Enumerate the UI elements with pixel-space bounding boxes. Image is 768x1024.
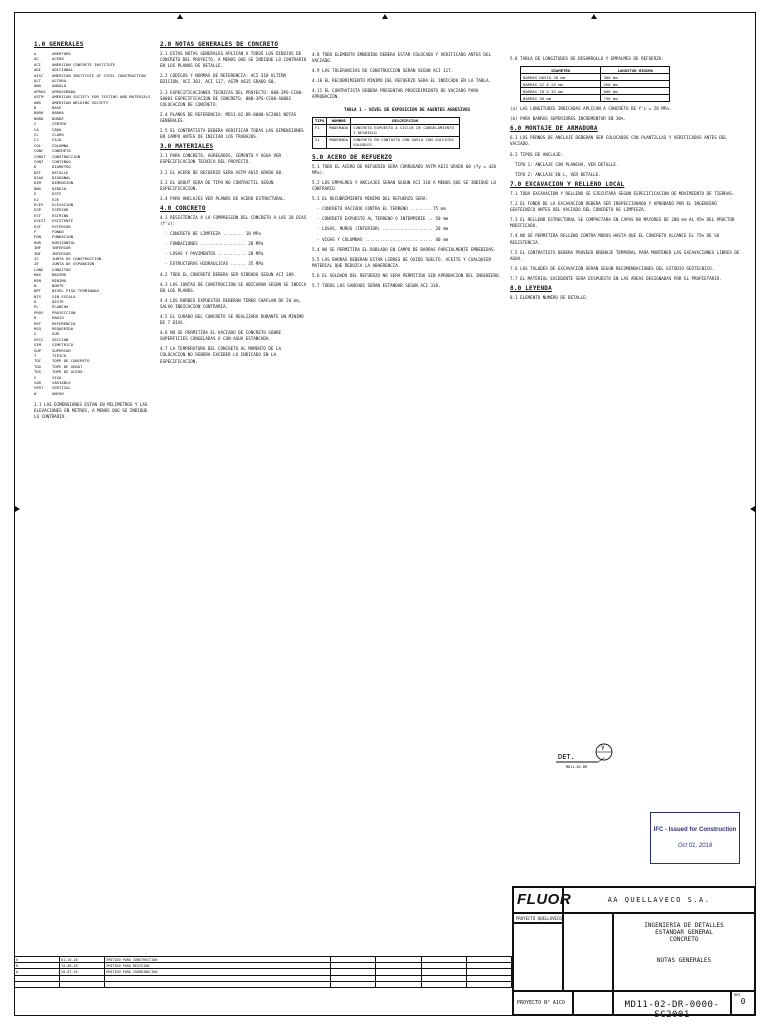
table-cell: MODERADA bbox=[327, 124, 351, 136]
note-paragraph: 3.1 PARA CONCRETO, AGREGADOS, CEMENTO Y AGUA VER ESPECIFICACION TECNICA DEL PROYECTO. bbox=[160, 153, 284, 165]
exposure-table-block bbox=[312, 107, 502, 149]
note-paragraph: 4.7 LA TEMPERATURA DEL CONCRETO AL MOMENTO DE LA COLOCACION NO DEBERA EXCEDER LO INDICADO EN LA ESPECIFICACION. bbox=[160, 346, 284, 364]
abbreviation-meaning: PLANCHA bbox=[52, 304, 69, 310]
abbreviation-meaning: ESTRIBO bbox=[52, 212, 69, 218]
revision-label: REV bbox=[734, 993, 741, 997]
abbreviation-meaning: CONSTRUCCION bbox=[52, 153, 81, 159]
abbreviation-key: NPT bbox=[34, 288, 42, 294]
fluor-logo: FLUOR bbox=[517, 891, 572, 908]
concreto-list bbox=[160, 215, 308, 365]
abbreviation-meaning: JUNTA DE CONSTRUCCION bbox=[52, 255, 102, 261]
seal-cell bbox=[573, 991, 613, 1015]
revision-cell bbox=[376, 981, 421, 987]
revision-cell bbox=[105, 981, 331, 987]
abbreviation-key: ANG bbox=[34, 83, 42, 89]
abbreviation-key: INF bbox=[34, 245, 42, 251]
abbreviation-meaning: DIBUJO bbox=[52, 185, 67, 191]
note-paragraph: 7.1 TODA EXCAVACION Y RELLENO SE EJECUTARA SEGUN ESPECIFICACION DE MOVIMIENTO DE TIERRAS. bbox=[510, 190, 735, 196]
note-paragraph: (a) LAS LONGITUDES INDICADAS APLICAN A CONCRETO DE f'c = 28 MPa. bbox=[510, 106, 672, 112]
abbreviation-key: R bbox=[34, 315, 37, 321]
abbreviation-key: CONT bbox=[34, 158, 44, 164]
abbreviation-meaning: SIN ESCALA bbox=[52, 293, 76, 299]
revision-cell: 20-07-18 bbox=[60, 969, 105, 975]
frame-tick-top-right bbox=[591, 14, 597, 19]
abbreviation-key: ALT bbox=[34, 78, 42, 84]
abbreviation-meaning: ABERTURA bbox=[52, 51, 71, 57]
abbreviation-key: AC bbox=[34, 56, 39, 62]
table-cell: 750 mm bbox=[601, 95, 670, 102]
abbreviation-meaning: BASE bbox=[52, 105, 62, 110]
table-row bbox=[313, 136, 460, 148]
rebar-table bbox=[520, 66, 670, 102]
abbreviation-meaning: NORTE bbox=[52, 282, 64, 288]
section-title-leyenda: 8.0 LEYENDA bbox=[510, 284, 552, 292]
abbreviation-key: S bbox=[34, 331, 37, 337]
table-cell: BARRAS 22 A 25 mm bbox=[521, 81, 601, 88]
table-cell: 600 mm bbox=[601, 88, 670, 95]
abbreviation-key: O bbox=[34, 299, 37, 305]
note-paragraph: 3.3 EL GROUT SERA DE TIPO NO CONTRACTIL SEGUN ESPECIFICACION. bbox=[160, 179, 276, 191]
abbreviation-key: BORD bbox=[34, 115, 44, 121]
abbreviation-meaning: FONDO bbox=[52, 228, 64, 234]
note-paragraph: 5.6 EL SOLDADO DEL REFUERZO NO SERA PERMITIDO SIN APROBACION DEL INGENIERO. bbox=[312, 272, 502, 278]
client-name: AA QUELLAVECO S.A. bbox=[607, 896, 711, 904]
abbreviation-meaning: EXTERIOR bbox=[52, 223, 71, 229]
table-row bbox=[313, 124, 460, 136]
abbreviation-key: VERT bbox=[34, 385, 44, 391]
section-title-notas-concreto: 2.0 NOTAS GENERALES DE CONCRETO bbox=[160, 41, 279, 48]
table-header-cell: LONGITUD MINIMA bbox=[601, 67, 670, 74]
title-line-2: ESTANDAR GENERAL bbox=[655, 929, 713, 936]
abbreviation-meaning: DIMENSION bbox=[52, 180, 74, 186]
drawing-number-cell bbox=[613, 991, 731, 1020]
abbreviation-key: DWG bbox=[34, 185, 42, 191]
abbreviation-meaning: ESTE bbox=[52, 191, 62, 197]
section-title-generales: 1.0 GENERALES bbox=[34, 41, 84, 48]
abbreviation-meaning: COLUMNA bbox=[52, 142, 69, 148]
abbreviation-key: ADI bbox=[34, 67, 42, 73]
rebar-table-intro: 5.8 TABLA DE LONGITUDES DE DESARROLLO Y EMPALMES DE REFUERZO: bbox=[510, 56, 664, 61]
abbreviation-meaning: ANCHO bbox=[52, 390, 64, 396]
note-paragraph: 4.11 EL CONTRATISTA DEBERA PRESENTAR PROCEDIMIENTO DE VACIADO PARA APROBACION. bbox=[312, 88, 481, 100]
column-generales bbox=[34, 38, 152, 908]
revision-cell bbox=[60, 981, 105, 987]
abbreviation-key: CONST bbox=[34, 153, 46, 159]
abbreviation-meaning: EXISTENTE bbox=[52, 218, 74, 224]
abbreviation-meaning: DIAMETRO bbox=[52, 164, 71, 170]
title-block bbox=[512, 886, 756, 1020]
column-montaje bbox=[510, 56, 742, 736]
column-acero bbox=[312, 52, 502, 912]
table-cell: MODERADA bbox=[327, 136, 351, 148]
abbreviation-meaning: ACERO bbox=[52, 56, 64, 62]
abbreviation-row bbox=[34, 391, 152, 396]
abbreviation-meaning: NIVEL PISO TERMINADO bbox=[52, 288, 99, 294]
abbreviation-meaning: TOPE DE ACERO bbox=[52, 369, 83, 375]
abbreviation-meaning: VIGA bbox=[52, 374, 62, 380]
note-paragraph: - LOSAS Y PAVIMENTOS ........... 28 MPa bbox=[160, 251, 264, 257]
note-paragraph: 4.6 NO SE PERMITIRA EL VACIADO DE CONCRETO SOBRE SUPERFICIES CONGELADAS O CON AGUA ESTANCADA. bbox=[160, 330, 284, 342]
table-header-cell: DIAMETRO bbox=[521, 67, 601, 74]
abbreviation-key: N bbox=[34, 282, 37, 288]
note-paragraph: 4.2 TODO EL CONCRETO DEBERA SER VIBRADO SEGUN ACI 309. bbox=[160, 271, 297, 277]
note-paragraph: - CONCRETO DE LIMPIEZA ........ 10 MPa bbox=[160, 231, 261, 237]
table-cell: BARRAS HASTA 20 mm bbox=[521, 74, 601, 81]
project-short-name: PROYECTO QUELLAVECO bbox=[516, 916, 562, 921]
generales-note: 1.1 LAS DIMENSIONES ESTAN EN MILIMETROS Y LAS ELEVACIONES EN METROS, A MENOS QUE SE INDIQUE LO CONTRARIO. bbox=[34, 402, 150, 420]
abbreviation-key: PL bbox=[34, 304, 39, 310]
abbreviation-meaning: ELEVACION bbox=[52, 202, 74, 208]
approvals-cell bbox=[563, 913, 613, 991]
abbreviation-key: CJ bbox=[34, 137, 39, 143]
abbreviation-key: EST bbox=[34, 212, 42, 218]
note-paragraph: - FUNDACIONES .................. 28 MPa bbox=[160, 241, 264, 247]
note-paragraph: 4.9 LAS TOLERANCIAS DE CONSTRUCCION SERAN SEGUN ACI 117. bbox=[312, 68, 454, 74]
table-row bbox=[521, 81, 670, 88]
table-header-row bbox=[521, 67, 670, 74]
note-paragraph: - CONCRETO EXPUESTO AL TERRENO O INTEMPERIE .. 50 mm bbox=[312, 216, 449, 222]
client-cell bbox=[563, 887, 755, 913]
abbreviation-meaning: INTERIOR bbox=[52, 250, 71, 256]
abbreviation-meaning: TOPE DE GROUT bbox=[52, 363, 83, 369]
abbreviation-meaning: HORIZONTAL bbox=[52, 239, 76, 245]
abbreviation-meaning: ADICIONAL bbox=[52, 67, 74, 73]
abbreviation-key: SUP bbox=[34, 347, 42, 353]
revision-cell: 0 bbox=[15, 957, 60, 963]
note-paragraph: TIPO 2: ANCLAJE EN L, VER DETALLE. bbox=[510, 171, 601, 177]
note-paragraph: 7.5 EL CONTRATISTA DEBERA PROVEER DRENAJE TEMPORAL PARA MANTENER LAS EXCAVACIONES LIBRES DE AGUA. bbox=[510, 249, 742, 261]
table-cell: CONCRETO EN CONTACTO CON SUELO CON SULFATOS SOLUBLES bbox=[351, 136, 460, 148]
table-row bbox=[521, 95, 670, 102]
exposure-table-title: TABLA 1 - NIVEL DE EXPOSICION DE AGENTES AGRESIVOS bbox=[343, 106, 471, 112]
abbreviation-meaning: VARIABLE bbox=[52, 379, 71, 385]
abbreviation-key: TOG bbox=[34, 363, 42, 369]
note-paragraph: - VIGAS Y COLUMNAS ........................... 40 mm bbox=[312, 236, 449, 242]
revision-cell: 15-08-18 bbox=[60, 963, 105, 969]
note-paragraph: 4.1 RESISTENCIA A LA COMPRESION DEL CONCRETO A LOS 28 DIAS (f'c): bbox=[160, 214, 309, 227]
abbreviation-key: REF bbox=[34, 320, 42, 326]
note-paragraph: 2.2 CODIGOS Y NORMAS DE REFERENCIA: ACI 318 ULTIMA EDICION, ACI 301, ACI 117, ASTM A615 GRADO 60. bbox=[160, 73, 289, 85]
abbreviation-key: DIAG bbox=[34, 175, 44, 181]
frame-tick-right bbox=[750, 506, 755, 512]
abbreviation-meaning: CAJA bbox=[52, 137, 62, 143]
abbreviation-key: VAR bbox=[34, 379, 42, 385]
revision-cell bbox=[466, 981, 511, 987]
abbreviation-key: CONC bbox=[34, 148, 44, 154]
note-paragraph: - ESTRUCTURAS HIDRAULICAS ...... 35 MPa bbox=[160, 261, 264, 267]
abbreviation-key: D bbox=[34, 164, 37, 170]
table-header-cell: TIPO bbox=[313, 117, 327, 124]
concreto-continued-list bbox=[312, 52, 502, 101]
abbreviation-key: FDN bbox=[34, 234, 42, 240]
abbreviation-key: F bbox=[34, 228, 37, 234]
drawing-subtitle: NOTAS GENERALES bbox=[656, 957, 712, 964]
revision-cell: EMITIDO PARA CONSTRUCCION bbox=[105, 957, 331, 963]
legend-detail-reference: MD11-02-DR bbox=[566, 765, 588, 769]
abbreviation-meaning: ALTURA bbox=[52, 78, 67, 84]
note-paragraph: 4.3 LAS JUNTAS DE CONSTRUCCION SE UBICARAN SEGUN SE INDICA EN LOS PLANOS. bbox=[160, 281, 309, 293]
frame-tick-top-left bbox=[177, 14, 183, 19]
drawing-title-cell bbox=[613, 913, 755, 991]
note-paragraph: 5.5 LAS BARRAS DEBERAN ESTAR LIBRES DE OXIDO SUELTO, ACEITE Y CUALQUIER MATERIAL QUE REDUZCA LA ADHERENCIA. bbox=[312, 256, 494, 268]
column-notas-concreto bbox=[160, 38, 308, 908]
abbreviation-meaning: INFERIOR bbox=[52, 245, 71, 251]
signatures-cell bbox=[513, 923, 563, 991]
acero-list bbox=[312, 164, 502, 289]
abbreviation-meaning: RADIO bbox=[52, 315, 64, 321]
abbreviation-meaning: CONCRETO bbox=[52, 148, 71, 154]
abbreviation-meaning: CONTINUO bbox=[52, 158, 71, 164]
abbreviation-key: COL bbox=[34, 142, 42, 148]
section-title-acero: 5.0 ACERO DE REFUERZO bbox=[312, 153, 393, 161]
project-number: A1CO bbox=[552, 1000, 565, 1006]
abbreviation-meaning: CLARO bbox=[52, 131, 64, 137]
abbreviation-meaning: AMERICAN INSTITUTE OF STEEL CONSTRUCTION bbox=[52, 72, 146, 78]
abbreviation-key: LONG bbox=[34, 266, 44, 272]
abbreviation-meaning: FUNDACION bbox=[52, 234, 74, 240]
materiales-list bbox=[160, 153, 308, 202]
drawing-number: MD11-02-DR-0000-SC2001 bbox=[624, 1000, 720, 1020]
note-paragraph: 3.2 EL ACERO DE REFUERZO SERA ASTM A615 GRADO 60. bbox=[160, 169, 284, 175]
abbreviation-key: DIM bbox=[34, 180, 42, 186]
section-title-materiales: 3.0 MATERIALES bbox=[160, 143, 214, 151]
abbreviation-meaning: VERTICAL bbox=[52, 385, 71, 391]
abbreviation-key: ELEV bbox=[34, 202, 44, 208]
notas-concreto-list bbox=[160, 51, 308, 140]
revision-cell: B bbox=[15, 963, 60, 969]
table-cell: CONCRETO EXPUESTO A CICLOS DE CONGELAMIENTO Y DESHIELO bbox=[351, 124, 460, 136]
project-short-cell bbox=[513, 913, 563, 923]
table-cell: S1 bbox=[313, 136, 327, 148]
table-row bbox=[521, 74, 670, 81]
title-line-3: CONCRETO bbox=[669, 936, 699, 943]
title-line-1: INGENIERIA DE DETALLES bbox=[644, 922, 724, 929]
table-cell: F1 bbox=[313, 124, 327, 136]
note-paragraph: 7.6 LOS TALUDES DE EXCAVACION SERAN SEGUN RECOMENDACIONES DEL ESTUDIO GEOTECNICO. bbox=[510, 265, 715, 271]
note-paragraph: 5.1 TODO EL ACERO DE REFUERZO SERA CORRUGADO ASTM A615 GRADO 60 (fy = 420 MPa). bbox=[312, 163, 499, 175]
table-cell: BARRAS 28 A 32 mm bbox=[521, 88, 601, 95]
note-paragraph: 7.2 EL FONDO DE LA EXCAVACION DEBERA SER INSPECCIONADO Y APROBADO POR EL INGENIERO GEOTECNICO ANTES DEL VACIADO DEL CONCRETO DE LIMPIEZA. bbox=[510, 201, 720, 213]
table-header-row bbox=[313, 117, 460, 124]
abbreviation-key: MAX bbox=[34, 272, 42, 278]
abbreviation-key: V bbox=[34, 374, 37, 380]
abbreviation-meaning: JUNTA DE EXPANSION bbox=[52, 261, 95, 267]
ifc-stamp bbox=[650, 812, 740, 864]
note-paragraph: 6.2 TIPOS DE ANCLAJE: bbox=[510, 151, 563, 157]
note-paragraph: 2.1 ESTAS NOTAS GENERALES APLICAN A TODOS LOS DIBUJOS DE CONCRETO DEL PROYECTO, A MENOS QUE SE INDIQUE LO CONTRARIO EN LOS PLANOS DE DETALLE. bbox=[160, 51, 309, 69]
leyenda-note: 8.1 ELEMENTO NUMERO DE DETALLE: bbox=[510, 295, 589, 301]
ifc-stamp-date: Oct 01, 2018 bbox=[677, 843, 713, 849]
note-paragraph: 4.4 LOS BORDES EXPUESTOS DEBERAN TENER CHAFLAN DE 20 mm, SALVO INDICACION CONTRARIA. bbox=[160, 297, 304, 309]
note-paragraph: 5.2 LOS EMPALMES Y ANCLAJES SERAN SEGUN ACI 318 A MENOS QUE SE INDIQUE LO CONTRARIO. bbox=[312, 179, 499, 192]
abbreviation-meaning: CENTRO bbox=[52, 121, 67, 127]
revision-cell bbox=[15, 981, 60, 987]
revision-cell: A bbox=[15, 969, 60, 975]
abbreviation-key: SIM bbox=[34, 342, 42, 348]
abbreviation-key: EXIST bbox=[34, 218, 46, 224]
project-number-cell bbox=[513, 991, 573, 1015]
note-paragraph: 4.8 TODO ELEMENTO EMBEBIDO DEBERA ESTAR COLOCADO Y VERIFICADO ANTES DEL VACIADO. bbox=[312, 52, 494, 64]
abbreviation-key: E bbox=[34, 191, 37, 197]
revision-cell: EMITIDO PARA REVISION bbox=[105, 963, 331, 969]
excavacion-list bbox=[510, 191, 742, 282]
detail-legend-symbol bbox=[548, 738, 628, 772]
revision-row bbox=[15, 981, 512, 987]
abbreviation-list bbox=[34, 51, 152, 396]
abbreviation-key: ACI bbox=[34, 61, 42, 67]
note-paragraph: 5.7 TODOS LOS GANCHOS SERAN ESTANDAR SEGUN ACI 318. bbox=[312, 282, 441, 288]
abbreviation-key: ASTM bbox=[34, 94, 44, 100]
abbreviation-meaning: TIPICO bbox=[52, 352, 67, 358]
revision-cell bbox=[731, 991, 755, 1015]
abbreviation-meaning: ANGULO bbox=[52, 83, 67, 89]
note-paragraph: 4.5 EL CURADO DEL CONCRETO SE REALIZARA DURANTE UN MINIMO DE 7 DIAS. bbox=[160, 314, 307, 326]
abbreviation-meaning: BARRA bbox=[52, 110, 64, 116]
table-header-cell: NOMBRE bbox=[327, 117, 351, 124]
abbreviation-meaning: MAXIMO bbox=[52, 272, 67, 278]
abbreviation-key: T bbox=[34, 352, 37, 358]
note-paragraph: 7.4 NO SE PERMITIRA RELLENO CONTRA MUROS HASTA QUE EL CONCRETO ALCANCE EL 75% DE SU RESISTENCIA. bbox=[510, 233, 722, 245]
abbreviation-key: HOR bbox=[34, 239, 42, 245]
note-paragraph: - LOSAS, MUROS (INTERIOR) .................... 20 mm bbox=[312, 226, 449, 232]
frame-tick-left bbox=[15, 506, 20, 512]
note-paragraph: (b) PARA BARRAS SUPERIORES INCREMENTAR EN 30%. bbox=[510, 116, 626, 122]
abbreviation-meaning: PROYECCION bbox=[52, 309, 76, 315]
note-paragraph: 4.10 EL RECUBRIMIENTO MINIMO DEL REFUERZO SERA EL INDICADO EN LA TABLA. bbox=[312, 78, 491, 84]
section-title-montaje: 6.0 MONTAJE DE ARMADURA bbox=[510, 125, 598, 133]
note-paragraph: 2.4 PLANOS DE REFERENCIA: MD11-02-DR-0000-SC2001 NOTAS GENERALES. bbox=[160, 111, 299, 123]
abbreviation-meaning: DETALLE bbox=[52, 169, 69, 175]
abbreviation-key: CL bbox=[34, 131, 39, 137]
revision-cell: EMITIDO PARA COORDINACION bbox=[105, 969, 331, 975]
abbreviation-key: CA bbox=[34, 126, 39, 132]
note-paragraph: 7.3 EL RELLENO ESTRUCTURAL SE COMPACTARA EN CAPAS NO MAYORES DE 200 mm AL 95% DEL PROCTOR MODIFICADO. bbox=[510, 217, 737, 229]
abbreviation-meaning: SECCION bbox=[52, 336, 69, 342]
table-cell: 300 mm bbox=[601, 74, 670, 81]
abbreviation-meaning: SUR bbox=[52, 331, 60, 337]
revision-cell: 01-10-18 bbox=[60, 957, 105, 963]
abbreviation-key: MIN bbox=[34, 277, 42, 283]
exposure-table bbox=[312, 117, 460, 149]
abbreviation-key: NTS bbox=[34, 293, 42, 299]
abbreviation-meaning: DIAGONAL bbox=[52, 175, 71, 181]
revision-table bbox=[14, 956, 512, 1016]
legend-detail-label: DET. bbox=[558, 753, 575, 761]
abbreviation-meaning: AMERICAN SOCIETY FOR TESTING AND MATERIALS bbox=[52, 94, 151, 100]
abbreviation-meaning: SUPERIOR bbox=[52, 347, 71, 353]
abbreviation-meaning: REFERENCIA bbox=[52, 320, 76, 326]
abbreviation-key: EXT bbox=[34, 223, 42, 229]
abbreviation-key: W bbox=[34, 390, 37, 396]
abbreviation-key: AWS bbox=[34, 99, 42, 105]
abbreviation-meaning: TOPE DE CONCRETO bbox=[52, 358, 90, 364]
abbreviation-key: AISC bbox=[34, 72, 44, 78]
abbreviation-key: JE bbox=[34, 261, 39, 267]
note-paragraph: 2.3 ESPECIFICACIONES TECNICAS DEL PROYECTO: 000-3PS-CC00-S0001 ESPECIFICACION DE CONCRETO, 000-3PS-CC00-S0002 COLOCACION DE CONCRETO. bbox=[160, 89, 304, 107]
abbreviation-key: SECC bbox=[34, 336, 44, 342]
section-title-concreto: 4.0 CONCRETO bbox=[160, 204, 206, 212]
abbreviation-meaning: EJE bbox=[52, 196, 60, 202]
abbreviation-key: B bbox=[34, 105, 37, 110]
revision-cell bbox=[421, 981, 466, 987]
revision-cell bbox=[331, 981, 376, 987]
abbreviation-key: APROX bbox=[34, 88, 46, 94]
fluor-logo-cell bbox=[513, 887, 572, 913]
table-cell: 450 mm bbox=[601, 81, 670, 88]
note-paragraph: TIPO 1: ANCLAJE CON PLANCHA, VER DETALLE. bbox=[510, 161, 619, 167]
abbreviation-meaning: AMERICAN WELDING SOCIETY bbox=[52, 99, 109, 105]
abbreviation-meaning: OESTE bbox=[52, 299, 64, 305]
abbreviation-key: EJ bbox=[34, 196, 39, 202]
frame-tick-top-center bbox=[382, 14, 388, 19]
rebar-table-notes bbox=[510, 106, 742, 122]
abbreviation-meaning: AMERICAN CONCRETE INSTITUTE bbox=[52, 61, 116, 67]
abbreviation-key: C bbox=[34, 121, 37, 127]
montaje-list bbox=[510, 135, 742, 177]
abbreviation-key: TOS bbox=[34, 369, 42, 375]
abbreviation-key: ESP bbox=[34, 207, 42, 213]
abbreviation-meaning: CARA bbox=[52, 126, 62, 132]
section-title-excavacion: 7.0 EXCAVACION Y RELLENO LOCAL bbox=[510, 180, 625, 188]
abbreviation-meaning: LONGITUD bbox=[52, 266, 71, 272]
note-paragraph: 6.1 LOS PERNOS DE ANCLAJE DEBERAN SER COLOCADOS CON PLANTILLAS Y VERIFICADOS ANTES DEL VACIADO. bbox=[510, 135, 730, 147]
abbreviation-key: TOC bbox=[34, 358, 42, 364]
abbreviation-meaning: REQUERIDO bbox=[52, 326, 74, 332]
note-paragraph: 3.4 PARA ANCLAJES VER PLANOS DE ACERO ESTRUCTURAL. bbox=[160, 195, 287, 201]
abbreviation-meaning: ESPESOR bbox=[52, 207, 69, 213]
table-cell: BARRAS 36 mm bbox=[521, 95, 601, 102]
project-number-label: PROYECTO N° bbox=[517, 1000, 551, 1006]
table-row bbox=[521, 88, 670, 95]
abbreviation-key: PROY bbox=[34, 309, 44, 315]
legend-detail-letter: Y bbox=[601, 745, 605, 752]
abbreviation-key: DET bbox=[34, 169, 42, 175]
abbreviation-key: A bbox=[34, 51, 37, 57]
table-header-cell: DESCRIPCION bbox=[351, 117, 460, 124]
abbreviation-key: BARR bbox=[34, 110, 44, 116]
note-paragraph: 5.4 NO SE PERMITIRA EL DOBLADO EN CAMPO DE BARRAS PARCIALMENTE EMBEBIDAS. bbox=[312, 246, 497, 252]
note-paragraph: 7.7 EL MATERIAL EXCEDENTE SERA DISPUESTO EN LAS AREAS DESIGNADAS POR EL PROPIETARIO. bbox=[510, 275, 722, 281]
abbreviation-key: JC bbox=[34, 255, 39, 261]
note-paragraph: 5.3 EL RECUBRIMIENTO MINIMO DEL REFUERZO SERA: bbox=[312, 196, 428, 202]
abbreviation-meaning: MINIMO bbox=[52, 277, 67, 283]
abbreviation-meaning: BORDE bbox=[52, 115, 64, 121]
note-paragraph: 2.5 EL CONTRATISTA DEBERA VERIFICAR TODAS LAS DIMENSIONES EN CAMPO ANTES DE INICIAR LOS TRABAJOS. bbox=[160, 128, 307, 140]
ifc-stamp-title: IFC - Issued for Construction bbox=[653, 827, 737, 833]
abbreviation-meaning: APROXIMADO bbox=[52, 88, 76, 94]
revision-rows bbox=[14, 956, 512, 988]
abbreviation-key: REQ bbox=[34, 326, 42, 332]
abbreviation-key: INT bbox=[34, 250, 42, 256]
abbreviation-meaning: SIMETRICO bbox=[52, 342, 74, 348]
note-paragraph: - CONCRETO VACIADO CONTRA EL TERRENO ........ 75 mm bbox=[312, 206, 446, 212]
revision-value: 0 bbox=[740, 997, 746, 1006]
